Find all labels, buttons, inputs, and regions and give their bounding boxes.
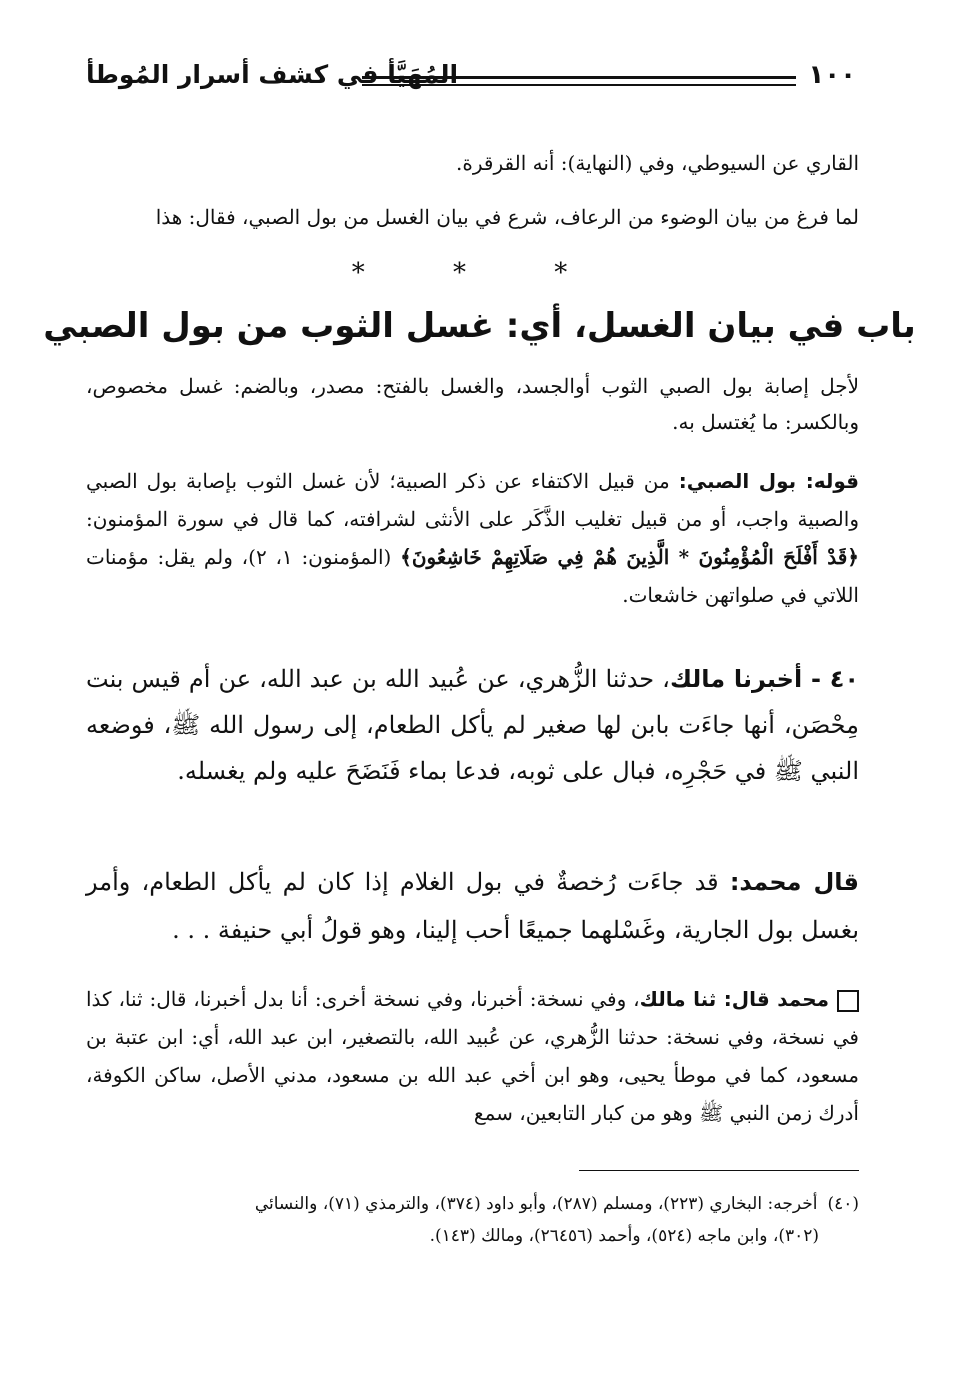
page-number: ١٠٠ bbox=[808, 60, 856, 90]
paragraph-4-text-b: (المؤمنون: ١، ٢)، ولم يقل: مؤمنات اللاتي في صلواتهن خاشعات. bbox=[86, 545, 859, 607]
footnote bbox=[86, 1188, 859, 1252]
paragraph-2: لما فرغ من بيان الوضوء من الرعاف، شرع في بيان الغسل من بول الصبي، فقال: هذا bbox=[155, 205, 859, 229]
hadith-40-text: ، حدثنا الزُّهري، عن عُبيد الله بن عبد الله، عن أم قيس بنت مِحْصَن، أنها جاءَت بابن لها صغير لم يأكل الطعام، إلى رسول الله ﷺ، فوضعه النبي ﷺ في حَجْرِه، فبال على ثوبه، فدعا بماء فَنَضَحَ عليه ولم يغسله. bbox=[86, 665, 859, 785]
muhammad-comment-lead: قال محمد: bbox=[729, 868, 859, 896]
running-title: المُهَيَّأ في كشف أسرار المُوطأ bbox=[86, 60, 459, 89]
page-header bbox=[86, 58, 856, 102]
commentary-text: ، وفي نسخة: أخبرنا، وفي نسخة أخرى: أنا بدل أخبرنا، قال: ثنا، كذا في نسخة، وفي نسخة: حدثنا الزُّهري، عن عُبيد الله، بالتصغير، ابن عبد الله، أي: ابن عتبة بن مسعود، كما في موطأ يحيى، وهو ابن أخي عبد الله بن مسعود، مدني الأصل، ساكن الكوفة، أدرك زمن النبي ﷺ وهو من كبار التابعين، سمع bbox=[86, 987, 859, 1125]
muhammad-comment bbox=[86, 858, 859, 954]
quran-verse: ﴿قَدْ أَفْلَحَ الْمُؤْمِنُونَ * الَّذِينَ هُمْ فِي صَلَاتِهِمْ خَاشِعُونَ﴾ bbox=[400, 545, 859, 569]
section-separator: * * * bbox=[351, 258, 608, 288]
paragraph-4-lead: قوله: بول الصبي: bbox=[678, 469, 859, 493]
muhammad-comment-text: قد جاءَت رُخصةٌ في بول الغلام إذا كان لم يأكل الطعام، وأمر بغسل بول الجارية، وغَسْلهما جميعًا أحب إلينا، وهو قولُ أبي حنيفة . . . bbox=[86, 868, 859, 944]
commentary-paragraph bbox=[86, 980, 859, 1132]
footnote-line-1: أخرجه: البخاري (٢٢٣)، ومسلم (٢٨٧)، وأبو داود (٣٧٤)، والترمذي (٧١)، والنسائي bbox=[254, 1194, 818, 1214]
paragraph-1: القاري عن السيوطي، وفي (النهاية): أنه القرقرة. bbox=[456, 151, 859, 175]
square-marker-icon bbox=[837, 990, 859, 1012]
hadith-40 bbox=[86, 656, 859, 794]
chapter-title: باب في بيان الغسل، أي: غسل الثوب من بول الصبي bbox=[43, 306, 916, 346]
commentary-lead: محمد قال: ثنا مالك bbox=[639, 987, 829, 1011]
paragraph-3: لأجل إصابة بول الصبي الثوب أوالجسد، والغسل بالفتح: مصدر، وبالضم: غسل مخصوص، وبالكسر: ما يُغتسل به. bbox=[86, 374, 859, 434]
paragraph-4-text-a: من قبيل الاكتفاء عن ذكر الصبية؛ لأن غسل الثوب بإصابة بول الصبي والصبية واجب، أو من قبيل تغليب الذَّكَر على الأنثى لشرافته، كما قال في سورة المؤمنون: bbox=[86, 469, 859, 531]
paragraph-4 bbox=[86, 462, 859, 614]
footnote-line-2: (٣٠٢)، وابن ماجه (٥٢٤)، وأحمد (٢٦٤٥٦)، ومالك (١٤٣). bbox=[429, 1226, 819, 1246]
footnote-number: (٤٠) bbox=[827, 1194, 859, 1214]
footnote-rule bbox=[579, 1170, 859, 1171]
hadith-40-lead: ٤٠ - أخبرنا مالك bbox=[669, 665, 860, 693]
